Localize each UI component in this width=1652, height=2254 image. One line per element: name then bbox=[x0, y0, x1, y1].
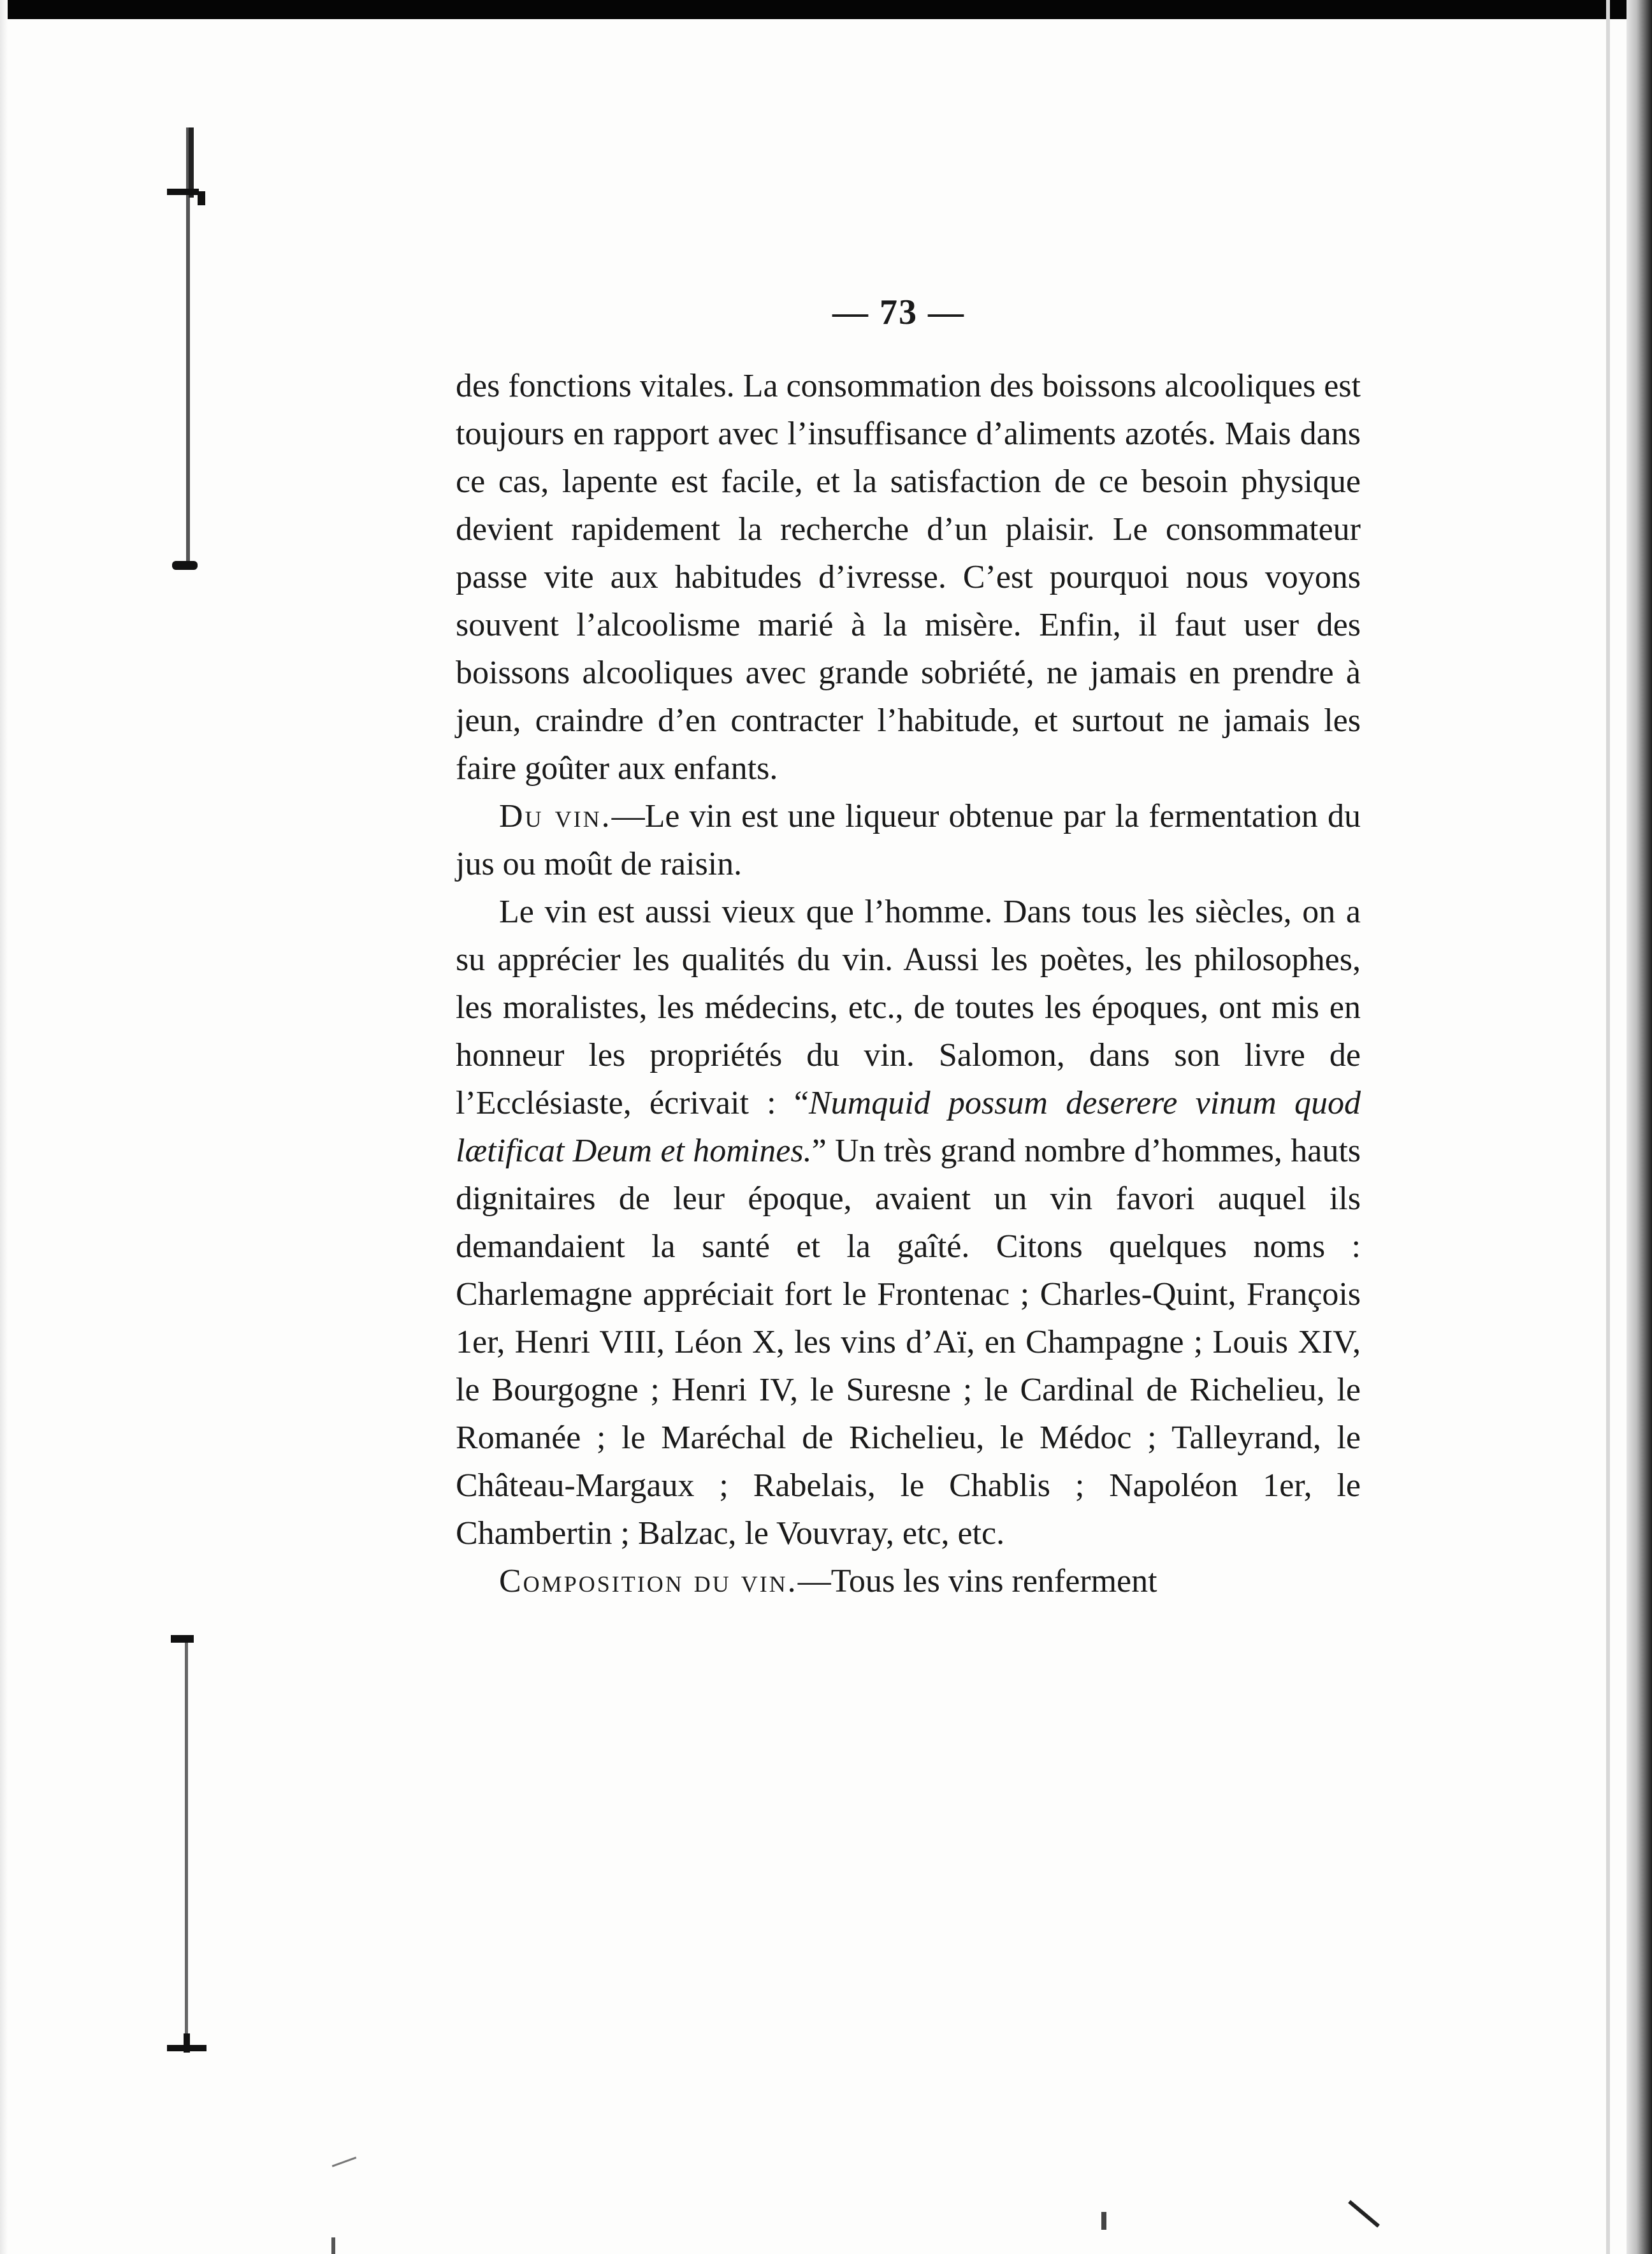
paragraph-wine-history-before-quote: Le vin est aussi vieux que l’homme. Dans tous les siècles, on a su apprécier les qualités du vin. Aussi les poètes, les philosophes, les moralistes, les médecins, etc., de toutes les époques, ont mis en honneur les propriétés du vin. Salomon, dans son livre de l’Ecclésiaste, écrivait : “ bbox=[456, 894, 1361, 1121]
page-number: — 73 — bbox=[832, 293, 965, 332]
section-heading-composition: Composition du vin. bbox=[499, 1563, 798, 1599]
scan-speck-bottom-left bbox=[332, 2156, 357, 2167]
scan-speck-bottom-center bbox=[1101, 2212, 1106, 2230]
paragraph-wine-history bbox=[456, 888, 1361, 1557]
scan-speck-bottom-right bbox=[1348, 2200, 1380, 2227]
scan-right-border bbox=[1627, 0, 1652, 2254]
body-text bbox=[456, 362, 1361, 1605]
scan-left-shadow bbox=[0, 0, 8, 2254]
paragraph-wine-history-after-quote: ” Un très grand nombre d’hommes, hauts dignitaires de leur époque, avaient un vin favori auquel ils demandaient la santé et la gaîté. Citons quelques noms : Charlemagne appréciait fort le Frontenac ; Charles-Quint, François 1er, Henri VIII, Léon X, les vins d’Aï, en Champagne ; Louis XIV, le Bourgogne ; Henri IV, le Suresne ; le Cardinal de Richelieu, le Romanée ; le Maréchal de Richelieu, le Médoc ; Talleyrand, le Château-Margaux ; Rabelais, le Chablis ; Napoléon 1er, le Chambertin ; Balzac, le Vouvray, etc, etc. bbox=[456, 1133, 1361, 1552]
scan-speck-bottom-edge bbox=[331, 2237, 335, 2254]
scan-right-border-inner bbox=[1606, 0, 1610, 2254]
paragraph-composition-text: —Tous les vins renferment bbox=[797, 1563, 1157, 1599]
paragraph-du-vin-text: —Le vin est une liqueur obtenue par la fermentation du jus ou moût de raisin. bbox=[456, 798, 1361, 882]
paragraph-alcohol-conclusion: des fonctions vitales. La consommation des boissons alcooliques est toujours en rapport avec l’insuffisance d’aliments azotés. Mais dans ce cas, lapente est facile, et la satisfaction de ce besoin physique devient rapidement la recherche d’un plaisir. Le consommateur passe vite aux habitudes d’ivresse. C’est pourquoi nous voyons souvent l’alcoolisme marié à la misère. Enfin, il faut user des boissons alcooliques avec grande sobriété, ne jamais en prendre à jeun, craindre d’en contracter l’habitude, et surtout ne jamais les faire goûter aux enfants. bbox=[456, 368, 1361, 787]
paragraph-composition bbox=[456, 1557, 1361, 1605]
paragraph-du-vin bbox=[456, 792, 1361, 888]
section-heading-du-vin: Du vin. bbox=[499, 798, 612, 834]
latin-quotation: Numquid possum deserere vinum quod lætificat Deum et homines. bbox=[456, 1085, 1361, 1169]
scan-top-border bbox=[0, 0, 1652, 19]
